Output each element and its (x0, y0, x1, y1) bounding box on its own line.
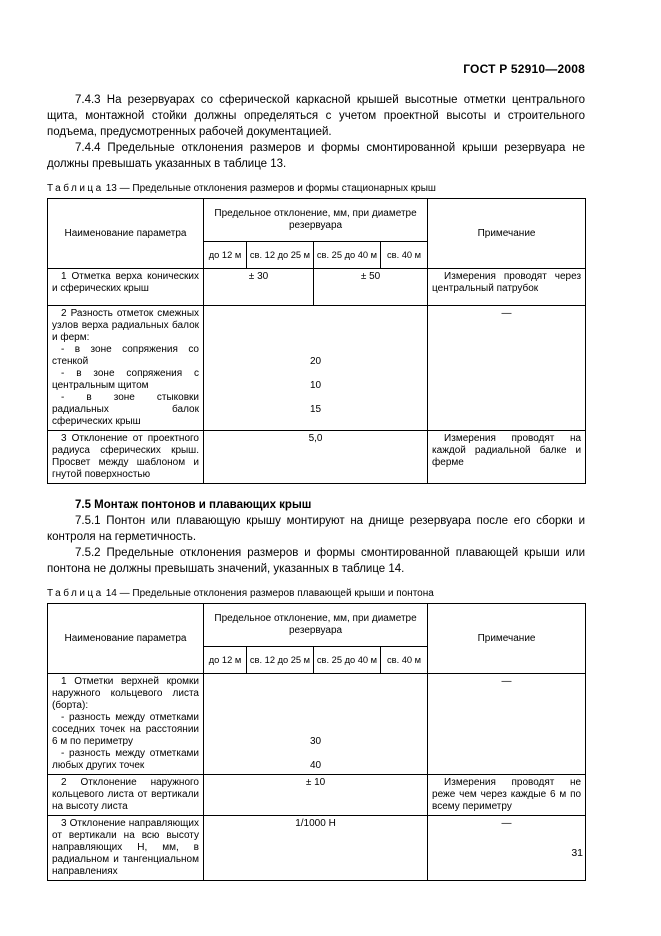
param-cell: 1 Отметка верха конических и сферических крыш (48, 269, 204, 306)
param-cell: 1 Отметки верхней кромки наружного кольцевого листа (борта): - разность между отметками соседних точек на расстоянии 6 м по периметру - разность между отметками любых других точек (48, 674, 204, 775)
table-14-caption-dash: — (119, 588, 130, 599)
column-header-parameter: Наименование параметра (48, 604, 204, 674)
param-cell: 3 Отклонение от проектного радиуса сферических крыш. Просвет между шаблоном и гнутой поверхностью (48, 431, 204, 484)
param-cell: 2 Разность отметок смежных узлов верха радиальных балок и ферм: - в зоне сопряжения со стенкой - в зоне сопряжения с центральным щитом - в зоне стыковки радиальных балок сферических крыш (48, 306, 204, 431)
document-header: ГОСТ Р 52910—2008 (463, 62, 585, 76)
page-number: 31 (571, 847, 583, 859)
table-row (48, 816, 586, 881)
table-13-caption (47, 183, 585, 194)
table-row (48, 674, 586, 775)
paragraph-7-4-3: 7.4.3 На резервуарах со сферической каркасной крышей высотные отметки центрального щита, монтажной стойки должны определяться с учетом проектной высоты и строительного подъема, предусмотренных рабочей документацией. (47, 94, 585, 138)
table-14-caption-number: 14 (105, 588, 117, 599)
table-14-caption-word: Таблица (47, 588, 104, 599)
table-13-caption-title: Предельные отклонения размеров и формы стационарных крыш (132, 183, 436, 194)
table-13 (47, 198, 586, 484)
column-header-parameter: Наименование параметра (48, 199, 204, 269)
note-cell: — (428, 674, 586, 775)
table-row (48, 306, 586, 431)
table-14-caption (47, 588, 585, 599)
column-header-d40: св. 40 м (381, 647, 428, 674)
column-header-d12-25: св. 12 до 25 м (247, 647, 314, 674)
column-header-d12: до 12 м (204, 242, 247, 269)
table-14-caption-title: Предельные отклонения размеров плавающей крыши и понтона (132, 588, 434, 599)
table-14-header-row (48, 604, 586, 647)
note-cell: — (428, 816, 586, 881)
column-header-deviation-group: Предельное отклонение, мм, при диаметре резервуара (204, 604, 428, 647)
paragraph-7-4-4: 7.4.4 Предельные отклонения размеров и формы смонтированной крыши резервуара не должны превышать указанных в таблице 13. (47, 142, 585, 170)
value-cell: ± 50 (314, 269, 428, 306)
param-cell: 3 Отклонение направляющих от вертикали на всю высоту направляющих Н, мм, в радиальном и тангенциальном направлениях (48, 816, 204, 881)
column-header-deviation-group: Предельное отклонение, мм, при диаметре резервуара (204, 199, 428, 242)
table-row (48, 269, 586, 306)
column-header-d40: св. 40 м (381, 242, 428, 269)
paragraph-7-5-2: 7.5.2 Предельные отклонения размеров и формы смонтированной плавающей крыши или понтона не должны превышать значений, указанных в таблице 14. (47, 547, 585, 575)
value-cell: 20 10 15 (204, 306, 428, 431)
table-13-caption-word: Таблица (47, 183, 104, 194)
value-spacer (208, 308, 423, 344)
section-heading-7-5: 7.5 Монтаж понтонов и плавающих крыш (75, 499, 312, 511)
paragraph-7-5-1: 7.5.1 Понтон или плавающую крышу монтируют на днище резервуара после его сборки и контроля на герметичность. (47, 515, 585, 543)
value-spacer (208, 676, 423, 712)
table-13-caption-dash: — (119, 183, 130, 194)
column-header-d25-40: св. 25 до 40 м (314, 242, 381, 269)
value-cell: ± 10 (204, 775, 428, 816)
page-content (47, 0, 585, 881)
value-cell: 30 40 (204, 674, 428, 775)
value-cell: 5,0 (204, 431, 428, 484)
column-header-d12-25: св. 12 до 25 м (247, 242, 314, 269)
note-cell: Измерения проводят через центральный патрубок (428, 269, 586, 306)
column-header-note: Примечание (428, 604, 586, 674)
column-header-d25-40: св. 25 до 40 м (314, 647, 381, 674)
column-header-note: Примечание (428, 199, 586, 269)
table-row (48, 775, 586, 816)
note-cell: — (428, 306, 586, 431)
param-cell: 2 Отклонение наружного кольцевого листа от вертикали на высоту листа (48, 775, 204, 816)
table-13-header-row (48, 199, 586, 242)
table-14 (47, 603, 586, 881)
value-cell: 1/1000 Н (204, 816, 428, 881)
table-13-caption-number: 13 (105, 183, 117, 194)
table-row (48, 431, 586, 484)
note-cell: Измерения проводят не реже чем через каждые 6 м по всему периметру (428, 775, 586, 816)
note-cell: Измерения проводят на каждой радиальной балке и ферме (428, 431, 586, 484)
column-header-d12: до 12 м (204, 647, 247, 674)
value-cell: ± 30 (204, 269, 314, 306)
